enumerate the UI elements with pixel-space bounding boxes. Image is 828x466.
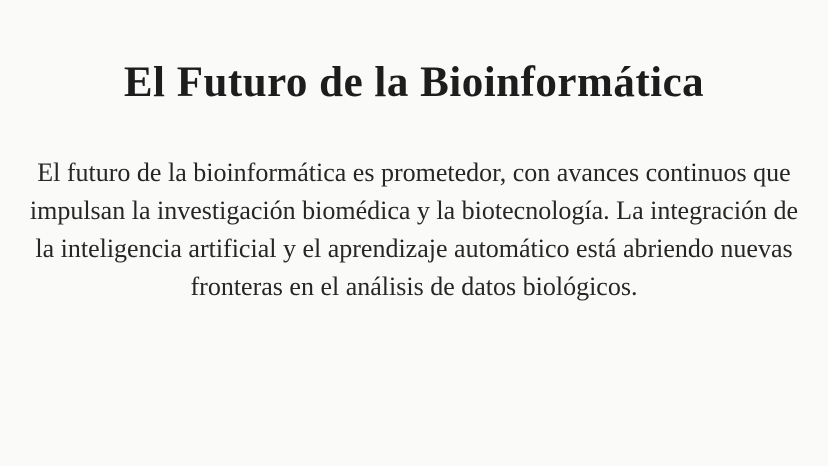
slide-body-paragraph: El futuro de la bioinformática es prometedor, con avances continuos que impulsan la investigación biomédica y la biotecnología. La integración de la inteligencia artificial y el aprendizaje automático está abriendo nuevas fronteras en el análisis de datos biológicos.	[29, 158, 799, 302]
slide-title: El Futuro de la Bioinformática	[123, 59, 705, 106]
